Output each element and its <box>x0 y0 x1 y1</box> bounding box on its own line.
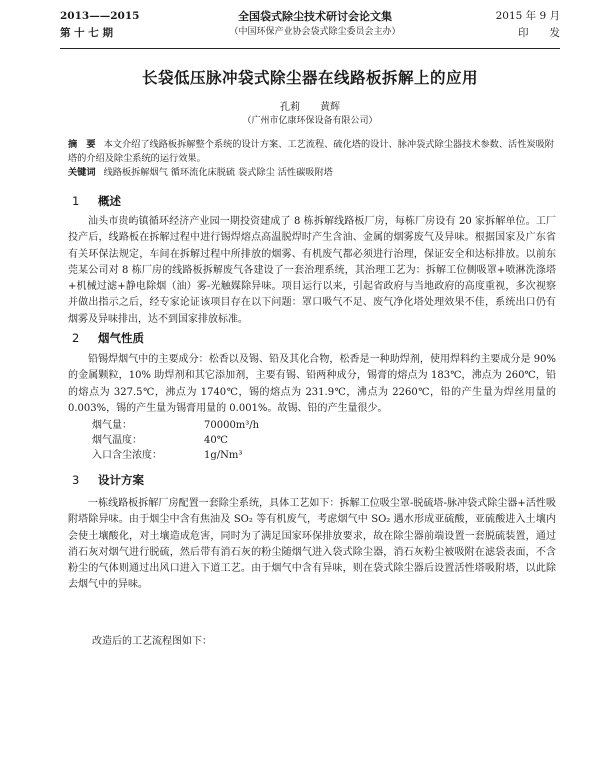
header-date: 2015 年 9 月 <box>495 10 560 22</box>
header-center <box>180 8 450 40</box>
authors: 孔莉 黄辉 <box>280 102 340 113</box>
header-rule <box>60 48 560 49</box>
property-row: 烟气量： 70000m³/h <box>92 420 260 431</box>
property-row: 烟气温度： 40℃ <box>92 435 228 446</box>
affiliation: （广州市亿康环保设备有限公司） <box>242 116 378 126</box>
keywords-label: 关键词 <box>68 167 96 178</box>
header-left <box>60 8 139 42</box>
abstract-label: 摘 要 <box>68 139 96 150</box>
abstract-text: 本文介绍了线路板拆解整个系统的设计方案、工艺流程、硫化塔的设计、脉冲袋式除尘器技术参数、活性炭吸附塔的介绍及除尘系统的运行效果。 <box>68 139 554 164</box>
paper-title: 长袋低压脉冲袋式除尘器在线路板拆解上的应用 <box>141 69 478 87</box>
section-heading-3: 3 设计方案 <box>72 473 144 487</box>
section-heading-1: 1 概述 <box>72 194 121 208</box>
flowchart-intro: 改造后的工艺流程图如下： <box>92 636 212 647</box>
abstract <box>68 138 554 166</box>
paragraph-gas-properties: 铅锡焊烟气中的主要成分：松香以及锡、铅及其化合物，松香是一种助焊剂，使用焊料约主要成分是 90% 的金属颗粒，10% 助焊剂和其它添加剂，主要有锡、铅两种成分，锡膏的熔点为 183℃，沸点为 260℃，铅的熔点为 327.5℃，沸点为 1740℃，锡的熔点为 231.9℃，沸点为 2260℃，铅的产生量为焊丝用量的 0.003%，锡的产生量为锡膏用量的 0.001%。故锡、铅的产生量很少。 <box>68 354 556 414</box>
journal-organizer: （中国环保产业协会袋式除尘委员会主办） <box>229 27 401 37</box>
journal-title: 全国袋式除尘技术研讨会论文集 <box>238 10 392 23</box>
paragraph-overview: 汕头市贵屿镇循环经济产业园一期投资建成了 8 栋拆解线路板厂房，每栋厂房设有 20 家拆解单位。工厂投产后，线路板在拆解过程中进行锡焊熔点高温脱焊时产生含油、金属的烟雾废气及异味。根据国家及广东省有关环保法规定，车间在拆解过程中所排放的烟雾、有机废气都必须进行治理，保证安全和达标排放。以前东莞某公司对 8 栋厂房的线路板拆解废气各建设了一套治理系统，其治理工艺为：拆解工位侧吸罩+喷淋洗涤塔+机械过滤+静电除烟（油）雾-光触媒除异味。项目运行以来，引起省政府与当地政府的高度重视，多次视察并做出指示之后，经专家论证该项目存在以下问题：罩口吸气不足、废气净化塔处理效果不佳，系统出口仍有烟雾及异味排出，达不到国家排放标准。 <box>68 216 556 325</box>
header-issue: 第 十 七 期 <box>60 27 113 39</box>
section-heading-2: 2 烟气性质 <box>72 331 144 345</box>
gas-properties-list <box>92 418 259 463</box>
header-right <box>496 8 560 42</box>
keywords <box>68 166 554 180</box>
header-years: 2013——2015 <box>60 10 140 22</box>
property-row: 入口含尘浓度： 1g/Nm³ <box>92 450 243 461</box>
keywords-text: 线路板拆解烟气 循环流化床脱硫 袋式除尘 活性碳吸附塔 <box>103 167 333 178</box>
header-print: 印 发 <box>518 27 560 39</box>
running-header <box>60 8 560 46</box>
paragraph-design: 一栋线路板拆解厂房配置一套除尘系统，具体工艺如下：拆解工位吸尘罩-脱硫塔-脉冲袋式除尘器+活性吸附塔除异味。由于烟尘中含有焦油及 SO₂ 等有机废气，考虑烟气中 SO₂ 遇水形成亚硫酸，亚硫酸进入土壤内会使土壤酸化，对土壤造成危害，同时为了满足国家环保排放要求，故在除尘器前端设置一套脱硫装置，通过消石灰对烟气进行脱硫，然后带有消石灰的粉尘随烟气进入袋式除尘器，消石灰粉尘被吸附在滤袋表面，不含粉尘的气体则通过出风口进入下道工艺。由于烟气中含有异味，则在袋式除尘器后设置活性塔吸附塔，以此除去烟气中的异味。 <box>68 498 556 591</box>
